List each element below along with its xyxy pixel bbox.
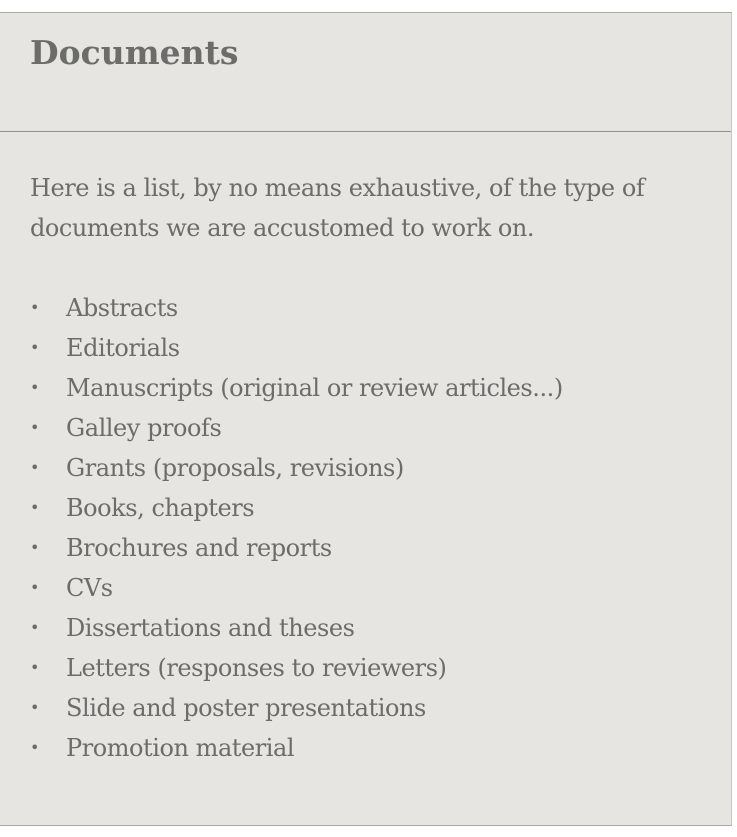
bullet-icon: • — [30, 618, 39, 637]
list-item — [30, 608, 701, 648]
list-item — [30, 528, 701, 568]
intro-text: Here is a list, by no means exhaustive, of the type of documents we are accustomed to work on. — [30, 174, 645, 242]
list-item-label: Promotion material — [66, 734, 295, 762]
list-item — [30, 408, 701, 448]
section-title: Documents — [30, 33, 239, 72]
bullet-icon: • — [30, 498, 39, 517]
bullet-icon: • — [30, 578, 39, 597]
document-type-list — [30, 288, 701, 768]
list-item — [30, 288, 701, 328]
documents-card — [0, 12, 732, 826]
bullet-icon: • — [30, 458, 39, 477]
list-item — [30, 648, 701, 688]
list-item-label: Abstracts — [66, 294, 178, 322]
bullet-icon: • — [30, 658, 39, 677]
list-item-label: Slide and poster presentations — [66, 694, 426, 722]
bullet-icon: • — [30, 738, 39, 757]
list-item-label: Books, chapters — [66, 494, 255, 522]
bullet-icon: • — [30, 298, 39, 317]
list-item — [30, 328, 701, 368]
bullet-icon: • — [30, 418, 39, 437]
list-item-label: CVs — [66, 574, 113, 602]
list-item-label: Grants (proposals, revisions) — [66, 454, 404, 482]
list-item — [30, 728, 701, 768]
list-item-label: Galley proofs — [66, 414, 222, 442]
card-header — [0, 13, 731, 132]
list-item-label: Manuscripts (original or review articles...) — [66, 374, 563, 402]
list-item — [30, 488, 701, 528]
list-item-label: Dissertations and theses — [66, 614, 355, 642]
list-item-label: Editorials — [66, 334, 180, 362]
list-item-label: Brochures and reports — [66, 534, 332, 562]
list-item — [30, 568, 701, 608]
card-body — [0, 132, 731, 768]
bullet-icon: • — [30, 378, 39, 397]
list-item — [30, 448, 701, 488]
list-item-label: Letters (responses to reviewers) — [66, 654, 447, 682]
bullet-icon: • — [30, 538, 39, 557]
bullet-icon: • — [30, 698, 39, 717]
bullet-icon: • — [30, 338, 39, 357]
list-item — [30, 368, 701, 408]
list-item — [30, 688, 701, 728]
